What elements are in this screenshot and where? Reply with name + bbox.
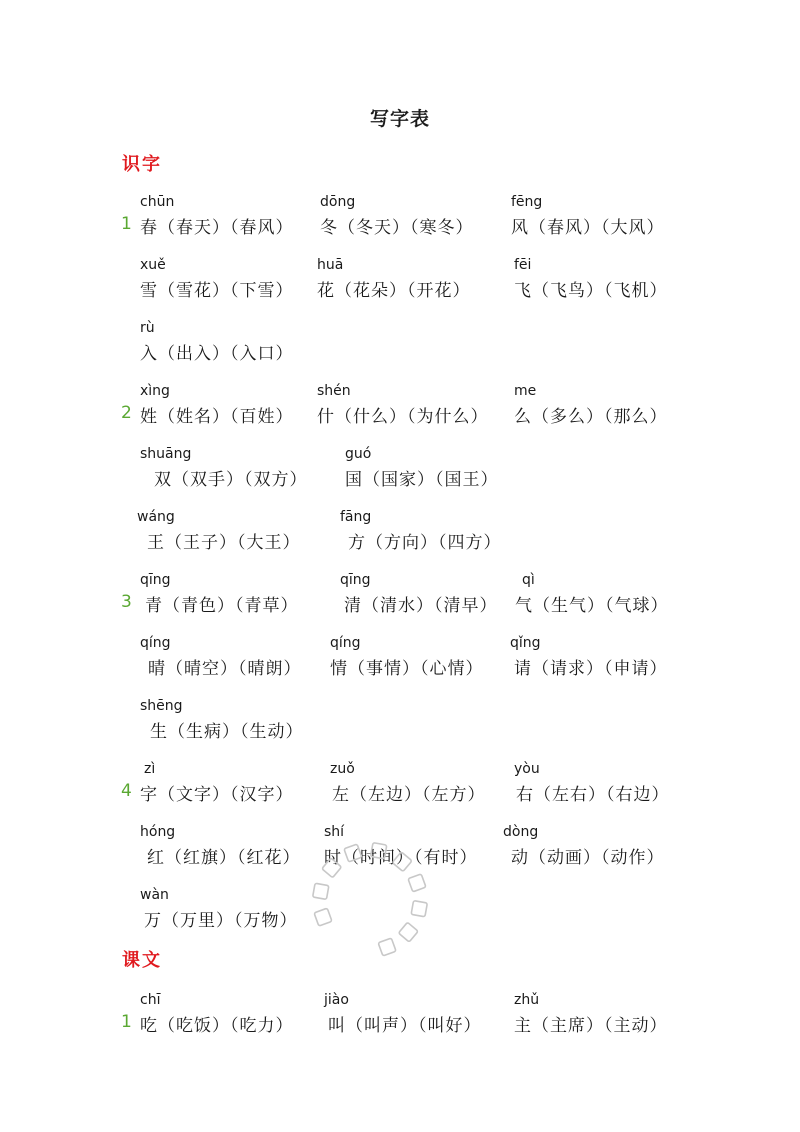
character-entry: [140, 761, 294, 806]
pinyin: huā: [317, 257, 344, 273]
pinyin: shēng: [140, 698, 183, 714]
pinyin: dōng: [320, 194, 356, 210]
word-line: 清（清水）（清早）: [344, 596, 498, 616]
pinyin: hóng: [140, 824, 176, 840]
character-entry: [514, 761, 670, 806]
word-line: 国（国家）（国王）: [345, 470, 499, 490]
character-entry: [320, 194, 474, 239]
pinyin: rù: [140, 320, 155, 336]
word-line: 左（左边）（左方）: [332, 785, 486, 805]
character-entry: [340, 572, 498, 617]
character-entry: [345, 446, 499, 491]
word-line: 字（文字）（汉字）: [140, 785, 294, 805]
lesson-number: 3: [121, 592, 132, 612]
word-line: 生（生病）（生动）: [150, 722, 304, 742]
word-line: 春（春天）（春风）: [140, 218, 294, 238]
character-entry: [140, 194, 294, 239]
character-entry: [140, 572, 299, 617]
character-entry: [317, 257, 471, 302]
pinyin: wàn: [140, 887, 169, 903]
word-line: 姓（姓名）（百姓）: [140, 407, 294, 427]
character-entry: [514, 257, 668, 302]
character-entry: [515, 572, 669, 617]
pinyin: xuě: [140, 257, 166, 273]
pinyin: zì: [144, 761, 156, 777]
character-entry: [137, 509, 301, 554]
pinyin: qīng: [140, 572, 171, 588]
word-line: 红（红旗）（红花）: [147, 848, 301, 868]
pinyin: zhǔ: [514, 992, 540, 1008]
character-entry: [140, 698, 304, 743]
character-entry: [514, 383, 668, 428]
word-line: 双（双手）（双方）: [154, 470, 308, 490]
character-entry: [330, 761, 486, 806]
word-line: 入（出入）（入口）: [140, 344, 294, 364]
word-line: 方（方向）（四方）: [348, 533, 502, 553]
character-entry: [140, 446, 308, 491]
lesson-number: 2: [121, 403, 132, 423]
word-line: 么（多么）（那么）: [514, 407, 668, 427]
word-line: 什（什么）（为什么）: [317, 407, 489, 427]
word-line: 花（花朵）（开花）: [317, 281, 471, 301]
character-entry: [140, 383, 294, 428]
pinyin: dòng: [503, 824, 539, 840]
word-line: 晴（晴空）（晴朗）: [148, 659, 302, 679]
section-heading-shizi: 识字: [122, 154, 162, 175]
character-entry: [140, 257, 294, 302]
character-entry: [317, 383, 489, 428]
word-line: 主（主席）（主动）: [514, 1016, 668, 1036]
word-line: 情（事情）（心情）: [330, 659, 484, 679]
character-entry: [140, 992, 294, 1037]
pinyin: shuāng: [140, 446, 192, 462]
pinyin: chī: [140, 992, 161, 1008]
word-line: 王（王子）（大王）: [147, 533, 301, 553]
character-entry: [510, 635, 668, 680]
word-line: 气（生气）（气球）: [515, 596, 669, 616]
pinyin: wáng: [137, 509, 175, 525]
pinyin: yòu: [514, 761, 540, 777]
word-line: 叫（叫声）（叫好）: [328, 1016, 482, 1036]
pinyin: shí: [324, 824, 345, 840]
circular-stamp-icon: [300, 830, 440, 970]
pinyin: qīng: [340, 572, 371, 588]
word-line: 时（时间）（有时）: [324, 848, 478, 868]
pinyin: chūn: [140, 194, 175, 210]
character-entry: [340, 509, 502, 554]
character-entry: [140, 320, 294, 365]
lesson-number: 4: [121, 781, 132, 801]
pinyin: qǐng: [510, 635, 541, 651]
pinyin: jiào: [324, 992, 349, 1008]
word-line: 右（左右）（右边）: [516, 785, 670, 805]
character-entry: [330, 635, 484, 680]
character-entry: [140, 887, 298, 932]
word-line: 冬（冬天）（寒冬）: [320, 218, 474, 238]
word-line: 飞（飞鸟）（飞机）: [514, 281, 668, 301]
character-entry: [514, 992, 668, 1037]
character-entry: [511, 194, 665, 239]
character-entry: [324, 992, 482, 1037]
word-line: 动（动画）（动作）: [511, 848, 665, 868]
pinyin: fēng: [511, 194, 543, 210]
word-line: 雪（雪花）（下雪）: [140, 281, 294, 301]
section-heading-kewen: 课文: [122, 950, 162, 971]
pinyin: guó: [345, 446, 372, 462]
word-line: 青（青色）（青草）: [145, 596, 299, 616]
word-line: 风（春风）（大风）: [511, 218, 665, 238]
pinyin: qì: [522, 572, 535, 588]
pinyin: zuǒ: [330, 761, 355, 777]
pinyin: fēi: [514, 257, 532, 273]
character-entry: [503, 824, 665, 869]
lesson-number: 1: [121, 1012, 132, 1032]
pinyin: qíng: [330, 635, 361, 651]
pinyin: shén: [317, 383, 351, 399]
pinyin: fāng: [340, 509, 372, 525]
pinyin: qíng: [140, 635, 171, 651]
page-title: 写字表: [369, 108, 430, 130]
word-line: 请（请求）（申请）: [514, 659, 668, 679]
word-line: 万（万里）（万物）: [144, 911, 298, 931]
word-line: 吃（吃饭）（吃力）: [140, 1016, 294, 1036]
pinyin: me: [514, 383, 537, 399]
lesson-number: 1: [121, 214, 132, 234]
pinyin: xìng: [140, 383, 170, 399]
character-entry: [140, 635, 302, 680]
character-entry: [140, 824, 301, 869]
